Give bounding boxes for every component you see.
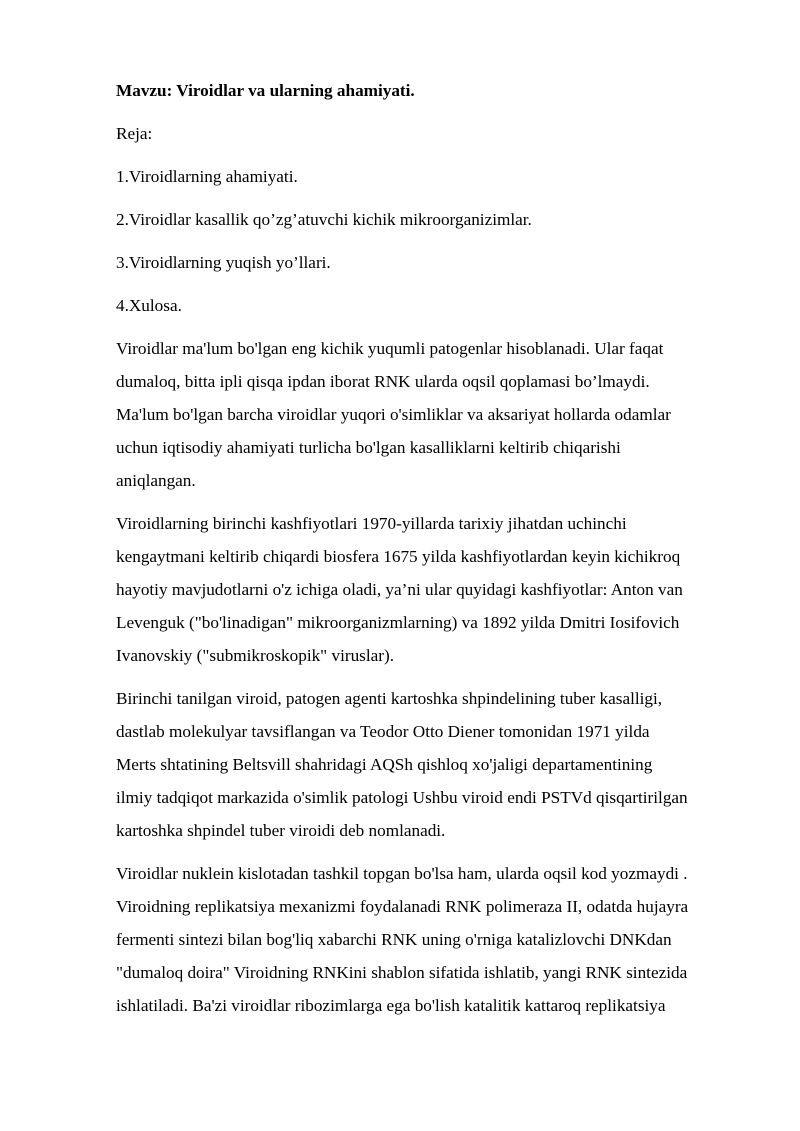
paragraph-line: Ma'lum bo'lgan barcha viroidlar yuqori o'simliklar va aksariyat hollarda odamlar — [116, 405, 671, 424]
paragraph-line: Viroidlar ma'lum bo'lgan eng kichik yuqumli patogenlar hisoblanadi. Ular faqat — [116, 339, 664, 358]
paragraph-line: kengaytmani keltirib chiqardi biosfera 1675 yilda kashfiyotlardan keyin kichikroq — [116, 547, 681, 566]
paragraph-line: "dumaloq doira" Viroidning RNKini shablon sifatida ishlatib, yangi RNK sintezida — [116, 963, 688, 982]
paragraph-line: Viroidning replikatsiya mexanizmi foydalanadi RNK polimeraza II, odatda hujayra — [116, 897, 689, 916]
paragraph-line: dumaloq, bitta ipli qisqa ipdan iborat RNK ularda oqsil qoplamasi bo’lmaydi. — [116, 372, 650, 391]
paragraph-3 — [116, 682, 756, 847]
paragraph-4 — [116, 857, 756, 1022]
plan-heading: Reja: — [116, 124, 153, 143]
document-title: Mavzu: Viroidlar va ularning ahamiyati. — [116, 81, 415, 100]
paragraph-line: Ivanovskiy ("submikroskopik" viruslar). — [116, 646, 395, 665]
paragraph-line: Birinchi tanilgan viroid, patogen agenti kartoshka shpindelining tuber kasalligi, — [116, 689, 663, 708]
paragraph-line: ilmiy tadqiqot markazida o'simlik patologi Ushbu viroid endi PSTVd qisqartirilgan — [116, 788, 688, 807]
paragraph-line: hayotiy mavjudotlarni o'z ichiga oladi, ya’ni ular quyidagi kashfiyotlar: Anton van — [116, 580, 683, 599]
paragraph-line: kartoshka shpindel tuber viroidi deb nomlanadi. — [116, 821, 446, 840]
plan-item-2: 2.Viroidlar kasallik qo’zg’atuvchi kichik mikroorganizimlar. — [116, 210, 532, 229]
paragraph-line: Viroidlar nuklein kislotadan tashkil topgan bo'lsa ham, ularda oqsil kod yozmaydi . — [116, 864, 688, 883]
paragraph-line: fermenti sintezi bilan bog'liq xabarchi RNK uning o'rniga katalizlovchi DNKdan — [116, 930, 672, 949]
document-page — [116, 74, 756, 1032]
paragraph-line: Levenguk ("bo'linadigan" mikroorganizmlarning) va 1892 yilda Dmitri Iosifovich — [116, 613, 680, 632]
plan-item-3: 3.Viroidlarning yuqish yo’llari. — [116, 253, 331, 272]
paragraph-2 — [116, 507, 756, 672]
paragraph-line: Merts shtatining Beltsvill shahridagi AQSh qishloq xo'jaligi departamentining — [116, 755, 653, 774]
paragraph-line: aniqlangan. — [116, 471, 196, 490]
paragraph-line: dastlab molekulyar tavsiflangan va Teodor Otto Diener tomonidan 1971 yilda — [116, 722, 650, 741]
paragraph-line: Viroidlarning birinchi kashfiyotlari 1970-yillarda tarixiy jihatdan uchinchi — [116, 514, 627, 533]
paragraph-line: ishlatiladi. Ba'zi viroidlar ribozimlarga ega bo'lish katalitik kattaroq replikatsiya — [116, 996, 666, 1015]
paragraph-1 — [116, 332, 756, 497]
plan-item-1: 1.Viroidlarning ahamiyati. — [116, 167, 298, 186]
paragraph-line: uchun iqtisodiy ahamiyati turlicha bo'lgan kasalliklarni keltirib chiqarishi — [116, 438, 621, 457]
plan-item-4: 4.Xulosa. — [116, 296, 182, 315]
